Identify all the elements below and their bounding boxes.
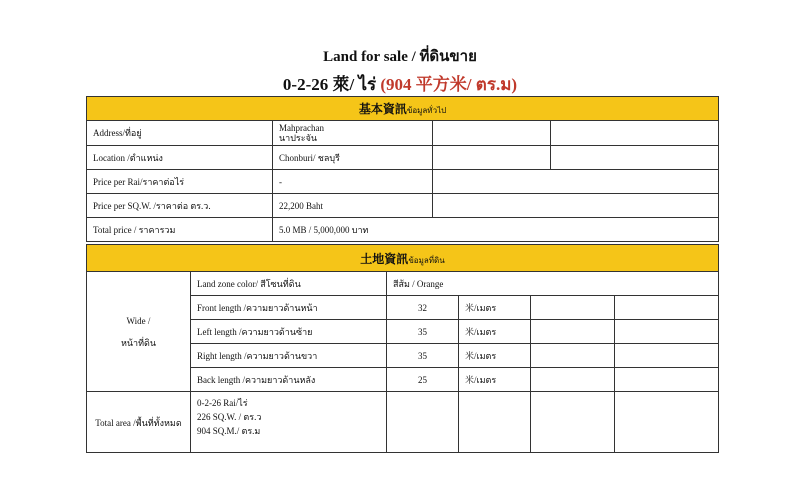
empty-cell [531, 344, 615, 368]
area-summary [0, 70, 800, 98]
empty-cell [531, 392, 615, 453]
left-length-value: 35 [387, 320, 459, 344]
address-label: Address/ที่อยู่ [87, 121, 273, 146]
empty-cell [433, 146, 551, 170]
land-info-table [86, 244, 719, 453]
back-length-label: Back length /ความยาวด้านหลัง [191, 368, 387, 392]
empty-cell [531, 296, 615, 320]
left-length-label: Left length /ความยาวด้านซ้าย [191, 320, 387, 344]
empty-cell [387, 392, 459, 453]
front-length-value: 32 [387, 296, 459, 320]
area-unit-th: / ไร่ [349, 75, 377, 94]
total-area-sqm: 904 SQ.M./ ตร.ม [197, 426, 261, 436]
zone-label: Land zone color/ สีโซนที่ดิน [191, 272, 387, 296]
empty-cell [459, 392, 531, 453]
front-length-unit: 米/เมตร [459, 296, 531, 320]
zone-value: สีส้ม / Orange [387, 272, 719, 296]
area-sqm: (904 平方米/ ตร.ม) [380, 75, 518, 94]
price-per-rai-label: Price per Rai/ราคาต่อไร่ [87, 170, 273, 194]
back-length-value: 25 [387, 368, 459, 392]
total-price-label: Total price / ราคารวม [87, 218, 273, 242]
front-length-label: Front length /ความยาวด้านหน้า [191, 296, 387, 320]
total-area-label: Total area /พื้นที่ทั้งหมด [87, 392, 191, 453]
location-value: Chonburi/ ชลบุรี [273, 146, 433, 170]
price-per-sqw-label: Price per SQ.W. /ราคาต่อ ตร.ว. [87, 194, 273, 218]
total-area-rai: 0-2-26 Rai/ไร่ [197, 398, 248, 408]
empty-cell [433, 194, 719, 218]
total-area-values [191, 392, 387, 453]
wide-label: Wide / หน้าที่ดิน [87, 272, 191, 392]
price-per-rai-value: - [273, 170, 433, 194]
back-length-unit: 米/เมตร [459, 368, 531, 392]
general-info-table [86, 96, 719, 242]
empty-cell [615, 392, 719, 453]
empty-cell [615, 296, 719, 320]
right-length-unit: 米/เมตร [459, 344, 531, 368]
empty-cell [615, 344, 719, 368]
land-info-header: 土地資訊ข้อมูลที่ดิน [87, 245, 719, 272]
right-length-label: Right length /ความยาวด้านขวา [191, 344, 387, 368]
empty-cell [531, 368, 615, 392]
empty-cell [551, 121, 719, 146]
empty-cell [433, 121, 551, 146]
empty-cell [531, 320, 615, 344]
total-price-value: 5.0 MB / 5,000,000 บาท [273, 218, 719, 242]
empty-cell [433, 170, 719, 194]
empty-cell [551, 146, 719, 170]
area-unit-cn: 萊 [332, 75, 350, 94]
address-value: Mahprachan นาประจัน [273, 121, 433, 146]
left-length-unit: 米/เมตร [459, 320, 531, 344]
empty-cell [615, 368, 719, 392]
right-length-value: 35 [387, 344, 459, 368]
general-info-header: 基本資訊ข้อมูลทั่วไป [87, 97, 719, 121]
empty-cell [615, 320, 719, 344]
page-title: Land for sale / ที่ดินขาย [323, 49, 477, 65]
area-value: 0-2-26 [282, 75, 329, 94]
total-area-sqw: 226 SQ.W. / ตร.ว [197, 412, 262, 422]
price-per-sqw-value: 22,200 Baht [273, 194, 433, 218]
location-label: Location /ตำแหน่ง [87, 146, 273, 170]
